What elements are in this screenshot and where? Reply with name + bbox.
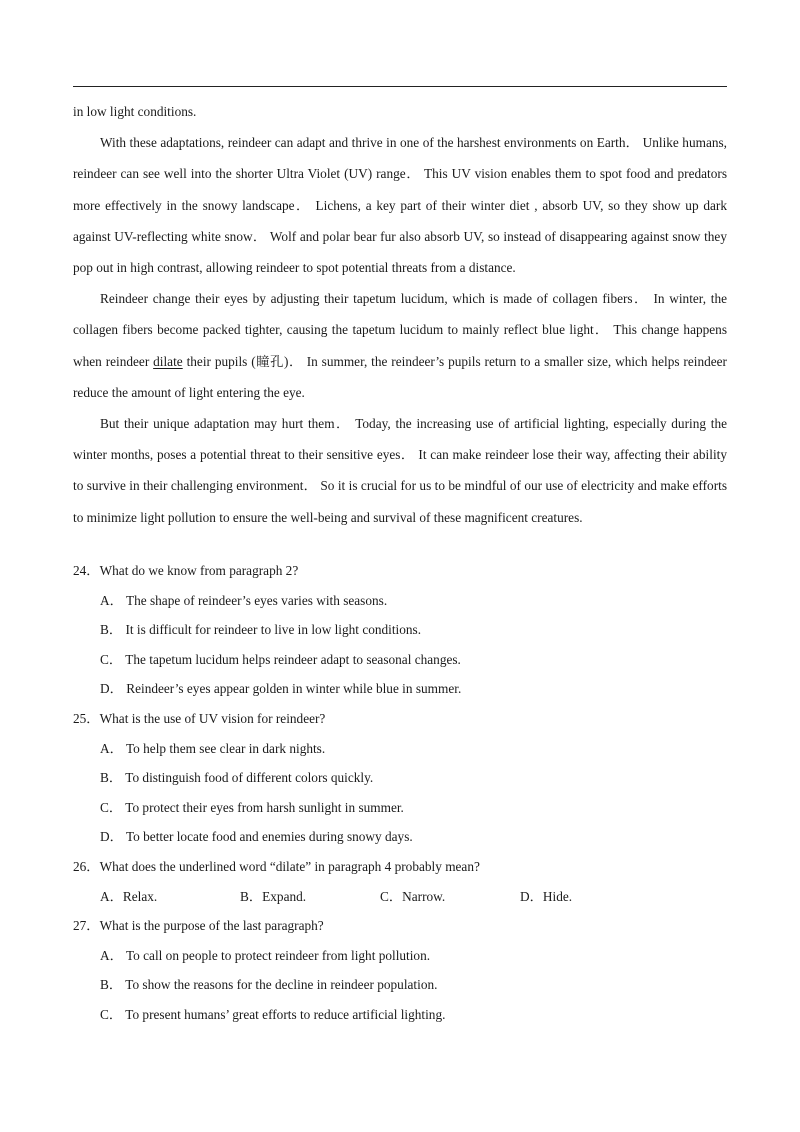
option-d: D． To better locate food and enemies during snowy days. [100, 829, 413, 845]
option-a: A．Relax. [100, 888, 158, 904]
question-list [73, 556, 727, 1030]
passage-paragraph-continuation: in low light conditions. [73, 104, 197, 119]
passage-text: their pupils (瞳孔)． In summer, the reindeer’s pupils return to a smaller size, which helps reindeer reduce the amount of light entering the eye. [73, 353, 727, 400]
option-b: B． To distinguish food of different colors quickly. [100, 770, 374, 786]
question-stem: 26．What does the underlined word “dilate” in paragraph 4 probably mean? [73, 858, 480, 874]
option-c: C． The tapetum lucidum helps reindeer adapt to seasonal changes. [100, 651, 461, 667]
option-b: B．Expand. [240, 888, 307, 904]
passage-text: Reindeer change their eyes by adjusting their tapetum lucidum, which is made of collagen fibers． In winter, the collagen fibers become packed tighter, causing the tapetum lucidum to mainly reflect blue light． This change happens when reindeer [73, 291, 727, 369]
question-24 [73, 556, 727, 704]
option-a: A． The shape of reindeer’s eyes varies with seasons. [100, 592, 388, 608]
option-c: C． To present humans’ great efforts to reduce artificial lighting. [100, 1006, 446, 1022]
question-stem: 27．What is the purpose of the last paragraph? [73, 918, 324, 934]
option-a: A． To help them see clear in dark nights. [100, 740, 326, 756]
underlined-word-dilate: dilate [153, 353, 183, 369]
question-26 [73, 852, 727, 911]
question-stem: 24．What do we know from paragraph 2? [73, 563, 299, 578]
header-rule [73, 86, 727, 87]
option-row [73, 882, 727, 912]
passage-paragraph-tapetum [73, 283, 727, 408]
passage-paragraph-light-pollution: But their unique adaptation may hurt them． Today, the increasing use of artificial lighting, especially during the winter months, poses a potential threat to their sensitive eyes． It can make reindeer lose their way, affecting their ability to survive in their challenging environment． So it is crucial for us to be mindful of our use of electricity and make efforts to minimize light pollution to ensure the well-being and survival of these magnificent creatures. [73, 416, 727, 525]
question-25 [73, 704, 727, 852]
option-c: C． To protect their eyes from harsh sunlight in summer. [100, 799, 404, 815]
option-a: A． To call on people to protect reindeer from light pollution. [100, 947, 431, 963]
option-b: B． To show the reasons for the decline in reindeer population. [100, 977, 438, 993]
option-d: D．Hide. [520, 888, 573, 904]
question-27 [73, 911, 727, 1029]
reading-passage [73, 96, 727, 533]
option-d: D． Reindeer’s eyes appear golden in winter while blue in summer. [100, 681, 462, 697]
option-c: C．Narrow. [380, 888, 446, 904]
option-b: B． It is difficult for reindeer to live in low light conditions. [100, 622, 422, 638]
passage-paragraph-uv-vision: With these adaptations, reindeer can adapt and thrive in one of the harshest environments on Earth． Unlike humans, reindeer can see well into the shorter Ultra Violet (UV) range． This UV vision enables them to spot food and predators more effectively in the snowy landscape． Lichens, a key part of their winter diet , absorb UV, so they show up dark against UV-reflecting white snow． Wolf and polar bear fur also absorb UV, so instead of disappearing against snow they pop out in high contrast, allowing reindeer to spot potential threats from a distance. [73, 135, 727, 276]
question-stem: 25．What is the use of UV vision for reindeer? [73, 710, 326, 726]
